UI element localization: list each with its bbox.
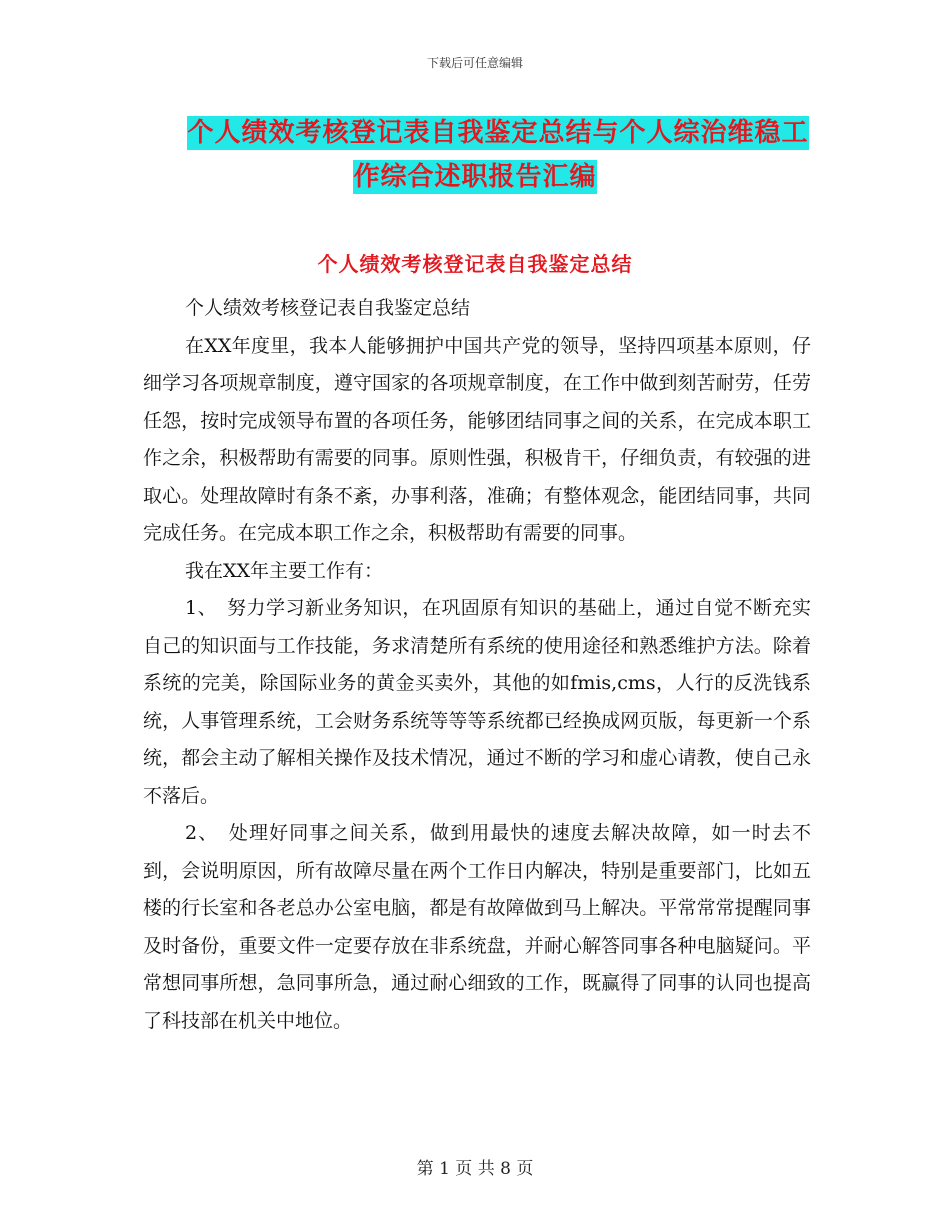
title-line-1-text: 个人绩效考核登记表自我鉴定总结与个人综治维稳工 xyxy=(187,118,809,148)
paragraph: 1、 努力学习新业务知识，在巩固原有知识的基础上，通过自觉不断充实自己的知识面与工作技能，务求清楚所有系统的使用途径和熟悉维护方法。除着系统的完美，除国际业务的黄金买卖外，其他的如fmis,cms，人行的反洗钱系统，人事管理系统，工会财务系统等等等系统都已经换成网页版，每更新一个系统，都会主动了解相关操作及技术情况，通过不断的学习和虚心请教，使自己永不落后。 xyxy=(143,597,811,807)
document-title-line-1 xyxy=(0,112,950,149)
paragraph: 在XX年度里，我本人能够拥护中国共产党的领导，坚持四项基本原则，仔细学习各项规章制度，遵守国家的各项规章制度，在工作中做到刻苦耐劳，任劳任怨，按时完成领导布置的各项任务，能够团结同事之间的关系，在完成本职工作之余，积极帮助有需要的同事。原则性强，积极肯干，仔细负责，有较强的进取心。处理故障时有条不紊，办事利落，准确；有整体观念，能团结同事，共同完成任务。在完成本职工作之余，积极帮助有需要的同事。 xyxy=(143,334,811,544)
paragraph: 个人绩效考核登记表自我鉴定总结 xyxy=(185,297,471,319)
paragraph: 2、 处理好同事之间关系，做到用最快的速度去解决故障，如一时去不到，会说明原因，所有故障尽量在两个工作日内解决，特别是重要部门，比如五楼的行长室和各老总办公室电脑，都是有故障做到马上解决。平常常常提醒同事及时备份，重要文件一定要存放在非系统盘，并耐心解答同事各种电脑疑问。平常想同事所想，急同事所急，通过耐心细致的工作，既赢得了同事的认同也提高了科技部在机关中地位。 xyxy=(143,822,811,1032)
section-heading: 个人绩效考核登记表自我鉴定总结 xyxy=(317,252,633,276)
page-footer: 第 1 页 共 8 页 xyxy=(416,1159,534,1179)
body-text xyxy=(143,290,811,1040)
paragraph: 我在XX年主要工作有： xyxy=(185,559,384,582)
document-title-line-2 xyxy=(0,156,950,193)
header-note: 下载后可任意编辑 xyxy=(426,56,523,70)
title-line-2-text: 作综合述职报告汇编 xyxy=(353,162,597,192)
